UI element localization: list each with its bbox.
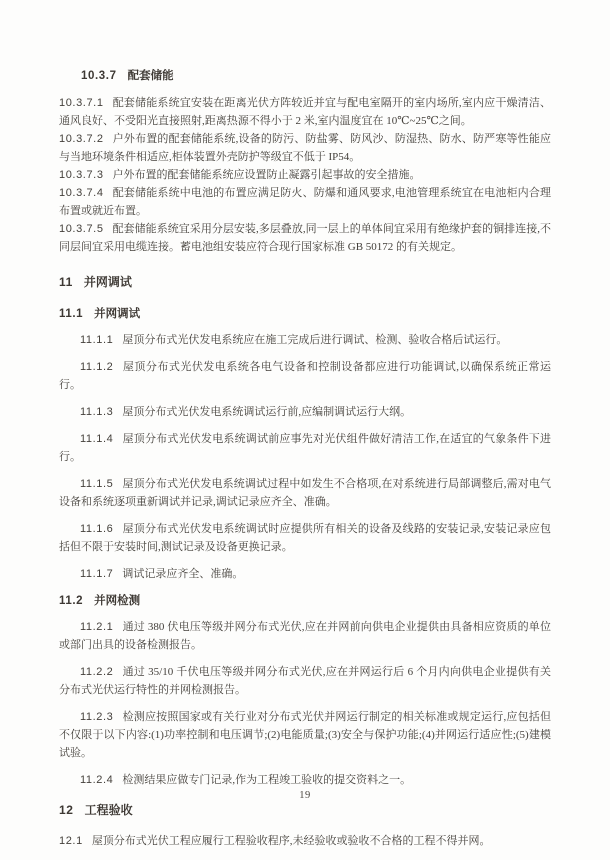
heading-title: 工程验收 (84, 803, 133, 817)
page-content (59, 67, 551, 850)
clause-number: 11.1.1 (80, 334, 114, 346)
clause-number: 10.3.7.2 (59, 133, 104, 145)
clause-number: 12.1 (59, 835, 83, 847)
heading-number: 10.3.7 (81, 70, 117, 82)
clause-text: 屋顶分布式光伏发电系统调试前应事先对光伏组件做好清洁工作,在适宜的气象条件下进行。 (59, 433, 551, 463)
clause-text: 通过 35/10 千伏电压等级并网分布式光伏,应在并网运行后 6 个月内向供电企业提供有关分布式光伏运行特性的并网检测报告。 (59, 666, 551, 696)
clause-10-3-7-4 (59, 184, 551, 220)
clause-text: 屋顶分布式光伏发电系统应在施工完成后进行调试、检测、验收合格后试运行。 (122, 334, 508, 346)
clause-number: 10.3.7.3 (59, 169, 104, 181)
clause-10-3-7-3 (59, 166, 551, 184)
section-10-3-7 (59, 67, 551, 256)
heading-title: 并网检测 (94, 595, 141, 607)
clause-11-2-4 (59, 771, 551, 789)
chapter-heading-11 (59, 272, 551, 292)
clause-10-3-7-1 (59, 94, 551, 130)
clause-number: 10.3.7.1 (59, 97, 104, 109)
chapter-heading-12 (59, 800, 551, 820)
clause-11-1-2 (59, 358, 551, 394)
heading-number: 11.1 (59, 308, 84, 320)
clause-number: 11.1.4 (80, 433, 114, 445)
clause-text: 屋顶分布式光伏工程应履行工程验收程序,未经验收或验收不合格的工程不得并网。 (91, 835, 491, 847)
page-number: 19 (299, 790, 311, 801)
heading-number: 11.2 (59, 595, 84, 607)
clause-12-1 (59, 832, 551, 850)
heading-title: 配套储能 (127, 70, 174, 82)
heading-title: 并网调试 (94, 308, 141, 320)
clause-number: 11.2.3 (80, 711, 114, 723)
clause-10-3-7-2 (59, 130, 551, 166)
clause-number: 11.1.2 (80, 361, 114, 373)
clause-text: 户外布置的配套储能系统,设备的防污、防盐雾、防风沙、防湿热、防水、防严寒等性能应与当地环境条件相适应,柜体装置外壳防护等级宜不低于 IP54。 (59, 133, 551, 163)
clause-number: 11.2.4 (80, 774, 114, 786)
heading-number: 12 (59, 803, 74, 817)
section-heading-11-2 (59, 592, 551, 611)
clause-text: 屋顶分布式光伏发电系统调试时应提供所有相关的设备及线路的安装记录,安装记录应包括但不限于安装时间,测试记录及设备更换记录。 (59, 523, 551, 553)
heading-number: 11 (59, 275, 73, 289)
clause-11-1-7 (59, 565, 551, 583)
clause-text: 配套储能系统宜安装在距离光伏方阵较近并宜与配电室隔开的室内场所,室内应干燥清洁、通风良好、不受阳光直接照射,距离热源不得小于 2 米,室内温度宜在 10℃~25℃之间。 (59, 97, 551, 127)
clause-number: 11.1.5 (80, 478, 114, 490)
clause-11-2-1 (59, 618, 551, 654)
clause-10-3-7-5 (59, 220, 551, 256)
clause-number: 11.2.2 (80, 666, 114, 678)
clause-number: 11.1.6 (80, 523, 114, 535)
clause-text: 屋顶分布式光伏发电系统各电气设备和控制设备都应进行功能调试,以确保系统正常运行。 (59, 361, 551, 391)
clause-number: 10.3.7.4 (59, 187, 104, 199)
clause-text: 检测结果应做专门记录,作为工程竣工验收的提交资料之一。 (122, 774, 412, 786)
clause-11-1-1 (59, 331, 551, 349)
clause-11-1-6 (59, 520, 551, 556)
clause-number: 11.2.1 (80, 621, 114, 633)
clause-text: 屋顶分布式光伏发电系统调试运行前,应编制调试运行大纲。 (122, 406, 412, 418)
clause-text: 检测应按照国家或有关行业对分布式光伏并网运行制定的相关标准或规定运行,应包括但不仅限于以下内容:(1)功率控制和电压调节;(2)电能质量;(3)安全与保护功能;(4)并网运行适应性;(5)建模试验。 (59, 711, 551, 759)
section-heading-10-3-7 (59, 67, 551, 86)
clause-text: 配套储能系统中电池的布置应满足防火、防爆和通风要求,电池管理系统宜在电池柜内合理布置或就近布置。 (59, 187, 551, 217)
clause-text: 通过 380 伏电压等级并网分布式光伏,应在并网前向供电企业提供由具备相应资质的单位或部门出具的设备检测报告。 (59, 621, 551, 651)
clause-11-1-5 (59, 475, 551, 511)
clause-text: 屋顶分布式光伏发电系统调试过程中如发生不合格项,在对系统进行局部调整后,需对电气设备和系统逐项重新调试并记录,调试记录应齐全、准确。 (59, 478, 551, 508)
clause-text: 户外布置的配套储能系统应设置防止凝露引起事故的安全措施。 (112, 169, 421, 181)
clause-11-2-3 (59, 708, 551, 762)
section-heading-11-1 (59, 305, 551, 324)
clause-11-2-2 (59, 663, 551, 699)
clause-number: 10.3.7.5 (59, 223, 104, 235)
clause-text: 调试记录应齐全、准确。 (122, 568, 244, 580)
clause-text: 配套储能系统宜采用分层安装,多层叠放,同一层上的单体间宜采用有绝缘护套的铜排连接,不同层间宜采用电缆连接。蓄电池组安装应符合现行国家标准 GB 50172 的有关规定。 (59, 223, 551, 253)
clause-number: 11.1.3 (80, 406, 114, 418)
heading-title: 并网调试 (83, 275, 132, 289)
clause-11-1-3 (59, 403, 551, 421)
clause-11-1-4 (59, 430, 551, 466)
clause-number: 11.1.7 (80, 568, 114, 580)
